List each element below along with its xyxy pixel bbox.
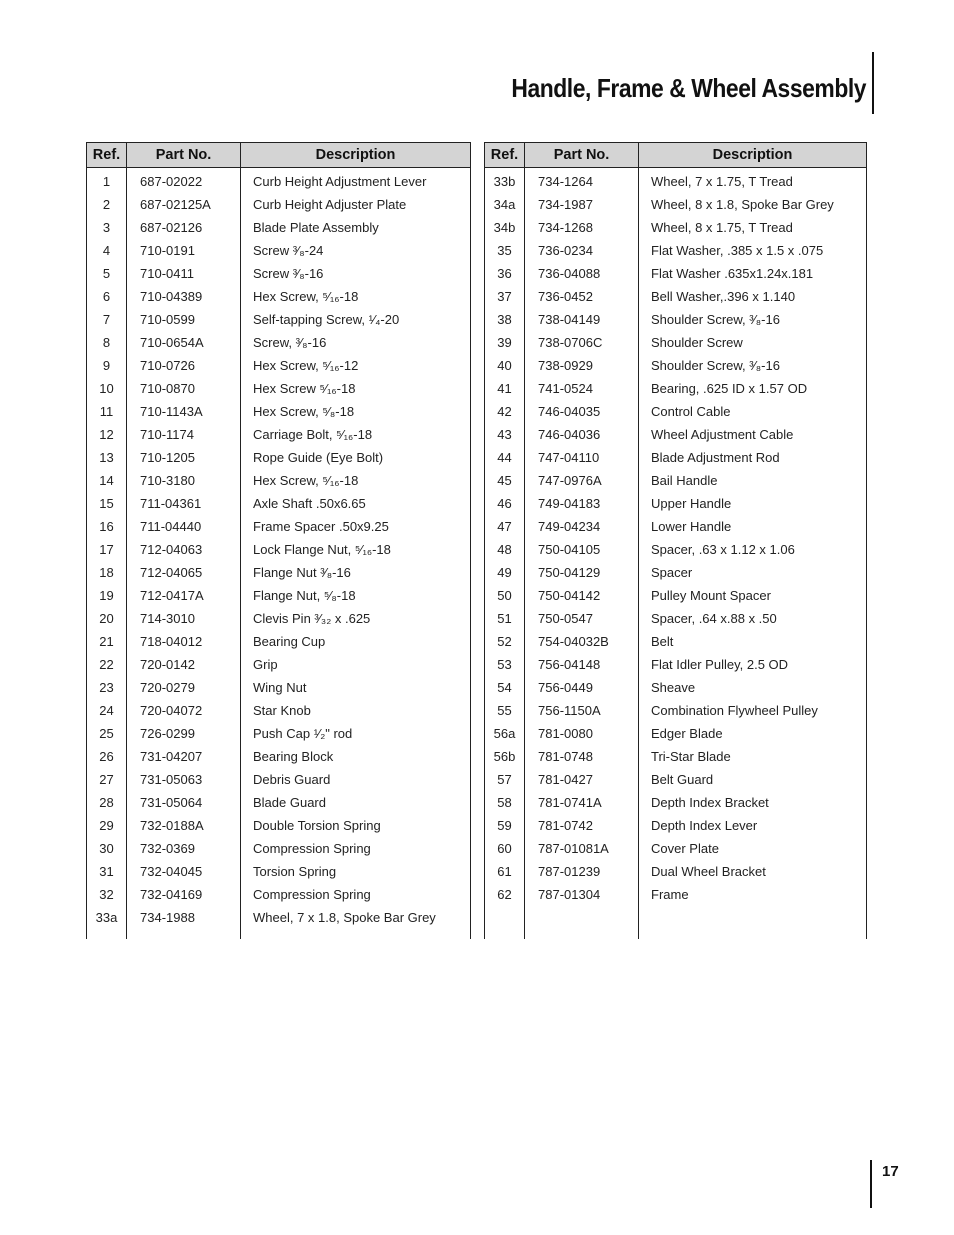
- part-number-cell: 738-0929: [525, 354, 639, 377]
- part-number-cell: 756-1150A: [525, 699, 639, 722]
- title-rule: [872, 52, 874, 114]
- ref-cell: 17: [87, 538, 127, 561]
- ref-cell: 34a: [485, 193, 525, 216]
- part-number-cell: 736-0234: [525, 239, 639, 262]
- part-number-cell: 749-04234: [525, 515, 639, 538]
- description-cell: Flat Washer, .385 x 1.5 x .075: [639, 239, 867, 262]
- ref-cell: 13: [87, 446, 127, 469]
- part-number-cell: 712-04063: [127, 538, 241, 561]
- ref-cell: 51: [485, 607, 525, 630]
- table-row: [87, 216, 471, 239]
- table-row: [87, 354, 471, 377]
- table-row: [485, 262, 867, 285]
- description-cell: Grip: [241, 653, 471, 676]
- page-title: Handle, Frame & Wheel Assembly: [511, 72, 866, 103]
- part-number-cell: 710-1143A: [127, 400, 241, 423]
- table-row: [485, 168, 867, 194]
- ref-cell: 59: [485, 814, 525, 837]
- description-cell: Hex Screw, ⁵⁄₁₆-18: [241, 469, 471, 492]
- ref-cell: 6: [87, 285, 127, 308]
- part-number-cell: 781-0742: [525, 814, 639, 837]
- table-row: [87, 561, 471, 584]
- table-row: [87, 906, 471, 929]
- table-row: [485, 193, 867, 216]
- table-row: [87, 653, 471, 676]
- description-cell: Lower Handle: [639, 515, 867, 538]
- part-number-cell: 731-04207: [127, 745, 241, 768]
- description-cell: Self-tapping Screw, ¹⁄₄-20: [241, 308, 471, 331]
- description-header: Description: [241, 143, 471, 168]
- table-row: [485, 676, 867, 699]
- description-cell: Curb Height Adjustment Lever: [241, 168, 471, 194]
- description-cell: Upper Handle: [639, 492, 867, 515]
- table-row: [87, 193, 471, 216]
- ref-cell: 15: [87, 492, 127, 515]
- description-cell: Wheel Adjustment Cable: [639, 423, 867, 446]
- part-number-cell: 720-0142: [127, 653, 241, 676]
- table-row: [485, 584, 867, 607]
- ref-cell: 45: [485, 469, 525, 492]
- description-cell: Lock Flange Nut, ⁵⁄₁₆-18: [241, 538, 471, 561]
- ref-cell: 40: [485, 354, 525, 377]
- description-cell: Frame Spacer .50x9.25: [241, 515, 471, 538]
- description-cell: Spacer, .63 x 1.12 x 1.06: [639, 538, 867, 561]
- description-cell: Frame: [639, 883, 867, 906]
- table-row: [485, 814, 867, 837]
- ref-cell: 8: [87, 331, 127, 354]
- ref-cell: 26: [87, 745, 127, 768]
- part-number-cell: 710-0726: [127, 354, 241, 377]
- ref-cell: 53: [485, 653, 525, 676]
- table-row: [87, 814, 471, 837]
- ref-cell: 44: [485, 446, 525, 469]
- description-cell: Flat Idler Pulley, 2.5 OD: [639, 653, 867, 676]
- description-cell: Shoulder Screw: [639, 331, 867, 354]
- ref-cell: 55: [485, 699, 525, 722]
- part-number-cell: 711-04440: [127, 515, 241, 538]
- table-row: [485, 860, 867, 883]
- description-cell: Wing Nut: [241, 676, 471, 699]
- filler-cell: [639, 929, 867, 939]
- part-number-cell: 720-0279: [127, 676, 241, 699]
- ref-cell: 58: [485, 791, 525, 814]
- ref-cell: 61: [485, 860, 525, 883]
- ref-cell: 32: [87, 883, 127, 906]
- part-number-cell: 787-01081A: [525, 837, 639, 860]
- ref-cell: 35: [485, 239, 525, 262]
- ref-cell: 52: [485, 630, 525, 653]
- part-number-cell: 711-04361: [127, 492, 241, 515]
- ref-cell: 62: [485, 883, 525, 906]
- description-cell: Bearing, .625 ID x 1.57 OD: [639, 377, 867, 400]
- ref-cell: 41: [485, 377, 525, 400]
- description-cell: Push Cap ¹⁄₂" rod: [241, 722, 471, 745]
- description-cell: Shoulder Screw, ³⁄₈-16: [639, 308, 867, 331]
- table-row: [87, 791, 471, 814]
- table-row: [485, 653, 867, 676]
- part-number-cell: 781-0427: [525, 768, 639, 791]
- page-number: 17: [882, 1163, 899, 1180]
- table-row: [485, 538, 867, 561]
- ref-cell: 36: [485, 262, 525, 285]
- description-cell: Curb Height Adjuster Plate: [241, 193, 471, 216]
- description-cell: Double Torsion Spring: [241, 814, 471, 837]
- ref-cell: 21: [87, 630, 127, 653]
- description-cell: Rope Guide (Eye Bolt): [241, 446, 471, 469]
- description-cell: Hex Screw, ⁵⁄₈-18: [241, 400, 471, 423]
- ref-cell: 22: [87, 653, 127, 676]
- part-number-cell: 714-3010: [127, 607, 241, 630]
- part-number-cell: 750-04142: [525, 584, 639, 607]
- table-row: [485, 285, 867, 308]
- table-filler-row: [87, 929, 471, 939]
- part-number-cell: 781-0741A: [525, 791, 639, 814]
- table-row: [485, 768, 867, 791]
- table-row: [485, 515, 867, 538]
- table-row: [485, 607, 867, 630]
- description-cell: Torsion Spring: [241, 860, 471, 883]
- part-number-cell: 787-01239: [525, 860, 639, 883]
- table-row: [87, 538, 471, 561]
- filler-cell: [241, 929, 471, 939]
- ref-cell: 16: [87, 515, 127, 538]
- ref-cell: 33a: [87, 906, 127, 929]
- table-row: [485, 745, 867, 768]
- ref-header: Ref.: [87, 143, 127, 168]
- ref-cell: 57: [485, 768, 525, 791]
- table-row: [87, 722, 471, 745]
- description-cell: Tri-Star Blade: [639, 745, 867, 768]
- table-row: [485, 492, 867, 515]
- table-row: [87, 630, 471, 653]
- table-row: [485, 699, 867, 722]
- filler-cell: [127, 929, 241, 939]
- part-number-cell: 687-02022: [127, 168, 241, 194]
- part-number-cell: 741-0524: [525, 377, 639, 400]
- description-cell: Wheel, 7 x 1.75, T Tread: [639, 168, 867, 194]
- table-row: [485, 216, 867, 239]
- part-number-cell: 687-02126: [127, 216, 241, 239]
- ref-cell: 34b: [485, 216, 525, 239]
- part-number-cell: 687-02125A: [127, 193, 241, 216]
- description-cell: Screw, ³⁄₈-16: [241, 331, 471, 354]
- ref-cell: 19: [87, 584, 127, 607]
- part-number-cell: 756-04148: [525, 653, 639, 676]
- part-number-cell: 750-04105: [525, 538, 639, 561]
- table-row: [87, 883, 471, 906]
- ref-cell: 42: [485, 400, 525, 423]
- part-number-cell: 754-04032B: [525, 630, 639, 653]
- table-row: [485, 354, 867, 377]
- part-number-cell: 732-0369: [127, 837, 241, 860]
- part-number-cell: 720-04072: [127, 699, 241, 722]
- ref-cell: 5: [87, 262, 127, 285]
- table-row: [87, 331, 471, 354]
- description-cell: [639, 906, 867, 929]
- table-row: [87, 308, 471, 331]
- part-number-cell: 756-0449: [525, 676, 639, 699]
- description-cell: Flange Nut, ⁵⁄₈-18: [241, 584, 471, 607]
- part-number-cell: 734-1268: [525, 216, 639, 239]
- part-number-cell: 734-1988: [127, 906, 241, 929]
- ref-cell: 50: [485, 584, 525, 607]
- ref-cell: 54: [485, 676, 525, 699]
- ref-cell: 27: [87, 768, 127, 791]
- description-cell: Bell Washer,.396 x 1.140: [639, 285, 867, 308]
- ref-cell: [485, 906, 525, 929]
- page-number-rule: [870, 1160, 872, 1208]
- part-number-cell: 736-04088: [525, 262, 639, 285]
- part-number-cell: 732-0188A: [127, 814, 241, 837]
- part-number-cell: 750-04129: [525, 561, 639, 584]
- table-row: [87, 446, 471, 469]
- description-cell: Debris Guard: [241, 768, 471, 791]
- description-cell: Blade Plate Assembly: [241, 216, 471, 239]
- ref-cell: 18: [87, 561, 127, 584]
- part-number-cell: 747-0976A: [525, 469, 639, 492]
- description-header: Description: [639, 143, 867, 168]
- table-row: [87, 400, 471, 423]
- table-row: [485, 308, 867, 331]
- ref-cell: 47: [485, 515, 525, 538]
- table-row: [485, 423, 867, 446]
- part-number-cell: 781-0080: [525, 722, 639, 745]
- table-row: [87, 239, 471, 262]
- description-cell: Bearing Block: [241, 745, 471, 768]
- description-cell: Bearing Cup: [241, 630, 471, 653]
- ref-cell: 7: [87, 308, 127, 331]
- description-cell: Edger Blade: [639, 722, 867, 745]
- description-cell: Spacer, .64 x.88 x .50: [639, 607, 867, 630]
- table-row: [87, 768, 471, 791]
- ref-cell: 10: [87, 377, 127, 400]
- description-cell: Dual Wheel Bracket: [639, 860, 867, 883]
- table-row: [485, 791, 867, 814]
- table-row: [87, 607, 471, 630]
- part-number-cell: 781-0748: [525, 745, 639, 768]
- table-row: [485, 400, 867, 423]
- parts-table-left: [86, 142, 471, 939]
- part-number-cell: 710-3180: [127, 469, 241, 492]
- ref-cell: 56b: [485, 745, 525, 768]
- part-number-cell: 731-05063: [127, 768, 241, 791]
- table-row: [485, 446, 867, 469]
- ref-cell: 31: [87, 860, 127, 883]
- description-cell: Hex Screw, ⁵⁄₁₆-18: [241, 285, 471, 308]
- description-cell: Pulley Mount Spacer: [639, 584, 867, 607]
- part-number-cell: 747-04110: [525, 446, 639, 469]
- part-number-cell: 710-0599: [127, 308, 241, 331]
- ref-cell: 2: [87, 193, 127, 216]
- description-cell: Star Knob: [241, 699, 471, 722]
- table-row: [485, 561, 867, 584]
- description-cell: Combination Flywheel Pulley: [639, 699, 867, 722]
- description-cell: Depth Index Lever: [639, 814, 867, 837]
- filler-cell: [87, 929, 127, 939]
- description-cell: Cover Plate: [639, 837, 867, 860]
- description-cell: Spacer: [639, 561, 867, 584]
- description-cell: Wheel, 7 x 1.8, Spoke Bar Grey: [241, 906, 471, 929]
- table-row: [485, 377, 867, 400]
- table-row: [485, 906, 867, 929]
- ref-cell: 48: [485, 538, 525, 561]
- description-cell: Screw ³⁄₈-16: [241, 262, 471, 285]
- table-row: [87, 285, 471, 308]
- description-cell: Wheel, 8 x 1.8, Spoke Bar Grey: [639, 193, 867, 216]
- description-cell: Wheel, 8 x 1.75, T Tread: [639, 216, 867, 239]
- description-cell: Compression Spring: [241, 883, 471, 906]
- part-number-cell: 710-04389: [127, 285, 241, 308]
- parts-table-right: [484, 142, 867, 939]
- ref-cell: 11: [87, 400, 127, 423]
- ref-cell: 25: [87, 722, 127, 745]
- ref-cell: 43: [485, 423, 525, 446]
- description-cell: Shoulder Screw, ³⁄₈-16: [639, 354, 867, 377]
- description-cell: Compression Spring: [241, 837, 471, 860]
- ref-cell: 1: [87, 168, 127, 194]
- part-number-cell: 734-1264: [525, 168, 639, 194]
- ref-cell: 24: [87, 699, 127, 722]
- ref-cell: 46: [485, 492, 525, 515]
- part-number-cell: 710-0870: [127, 377, 241, 400]
- filler-cell: [485, 929, 525, 939]
- table-row: [87, 515, 471, 538]
- part-number-cell: 736-0452: [525, 285, 639, 308]
- part-number-cell: 738-0706C: [525, 331, 639, 354]
- part-number-cell: 732-04169: [127, 883, 241, 906]
- description-cell: Screw ³⁄₈-24: [241, 239, 471, 262]
- part-number-cell: 710-0411: [127, 262, 241, 285]
- description-cell: Flat Washer .635x1.24x.181: [639, 262, 867, 285]
- table-header-row: [485, 143, 867, 168]
- description-cell: Belt Guard: [639, 768, 867, 791]
- part-number-cell: 750-0547: [525, 607, 639, 630]
- part-number-cell: 712-04065: [127, 561, 241, 584]
- ref-cell: 23: [87, 676, 127, 699]
- ref-cell: 12: [87, 423, 127, 446]
- part-number-cell: 712-0417A: [127, 584, 241, 607]
- table-row: [87, 262, 471, 285]
- part-number-cell: [525, 906, 639, 929]
- table-header-row: [87, 143, 471, 168]
- part-number-cell: 738-04149: [525, 308, 639, 331]
- table-row: [87, 837, 471, 860]
- ref-cell: 30: [87, 837, 127, 860]
- ref-cell: 38: [485, 308, 525, 331]
- table-row: [87, 469, 471, 492]
- part-number-cell: 710-1174: [127, 423, 241, 446]
- part-number-cell: 710-0191: [127, 239, 241, 262]
- description-cell: Belt: [639, 630, 867, 653]
- ref-cell: 9: [87, 354, 127, 377]
- ref-cell: 14: [87, 469, 127, 492]
- table-row: [485, 630, 867, 653]
- description-cell: Sheave: [639, 676, 867, 699]
- table-row: [485, 837, 867, 860]
- part-number-cell: 746-04035: [525, 400, 639, 423]
- part-number-cell: 710-0654A: [127, 331, 241, 354]
- description-cell: Depth Index Bracket: [639, 791, 867, 814]
- part-number-cell: 787-01304: [525, 883, 639, 906]
- ref-cell: 39: [485, 331, 525, 354]
- table-row: [87, 377, 471, 400]
- table-row: [87, 745, 471, 768]
- description-cell: Hex Screw, ⁵⁄₁₆-12: [241, 354, 471, 377]
- table-row: [485, 722, 867, 745]
- ref-cell: 29: [87, 814, 127, 837]
- part-no-header: Part No.: [525, 143, 639, 168]
- ref-cell: 60: [485, 837, 525, 860]
- part-no-header: Part No.: [127, 143, 241, 168]
- table-row: [485, 239, 867, 262]
- part-number-cell: 749-04183: [525, 492, 639, 515]
- ref-cell: 20: [87, 607, 127, 630]
- description-cell: Carriage Bolt, ⁵⁄₁₆-18: [241, 423, 471, 446]
- ref-cell: 3: [87, 216, 127, 239]
- part-number-cell: 746-04036: [525, 423, 639, 446]
- part-number-cell: 710-1205: [127, 446, 241, 469]
- part-number-cell: 731-05064: [127, 791, 241, 814]
- table-row: [87, 492, 471, 515]
- table-row: [87, 168, 471, 194]
- page-header: [463, 52, 874, 114]
- table-filler-row: [485, 929, 867, 939]
- ref-header: Ref.: [485, 143, 525, 168]
- ref-cell: 49: [485, 561, 525, 584]
- part-number-cell: 718-04012: [127, 630, 241, 653]
- description-cell: Blade Adjustment Rod: [639, 446, 867, 469]
- table-row: [87, 423, 471, 446]
- description-cell: Flange Nut ³⁄₈-16: [241, 561, 471, 584]
- description-cell: Hex Screw ⁵⁄₁₆-18: [241, 377, 471, 400]
- ref-cell: 37: [485, 285, 525, 308]
- ref-cell: 4: [87, 239, 127, 262]
- description-cell: Control Cable: [639, 400, 867, 423]
- description-cell: Bail Handle: [639, 469, 867, 492]
- description-cell: Blade Guard: [241, 791, 471, 814]
- part-number-cell: 734-1987: [525, 193, 639, 216]
- description-cell: Clevis Pin ³⁄₃₂ x .625: [241, 607, 471, 630]
- table-row: [87, 699, 471, 722]
- part-number-cell: 726-0299: [127, 722, 241, 745]
- table-row: [485, 469, 867, 492]
- ref-cell: 28: [87, 791, 127, 814]
- description-cell: Axle Shaft .50x6.65: [241, 492, 471, 515]
- part-number-cell: 732-04045: [127, 860, 241, 883]
- filler-cell: [525, 929, 639, 939]
- table-row: [485, 331, 867, 354]
- table-row: [485, 883, 867, 906]
- table-row: [87, 860, 471, 883]
- ref-cell: 33b: [485, 168, 525, 194]
- ref-cell: 56a: [485, 722, 525, 745]
- table-row: [87, 676, 471, 699]
- table-row: [87, 584, 471, 607]
